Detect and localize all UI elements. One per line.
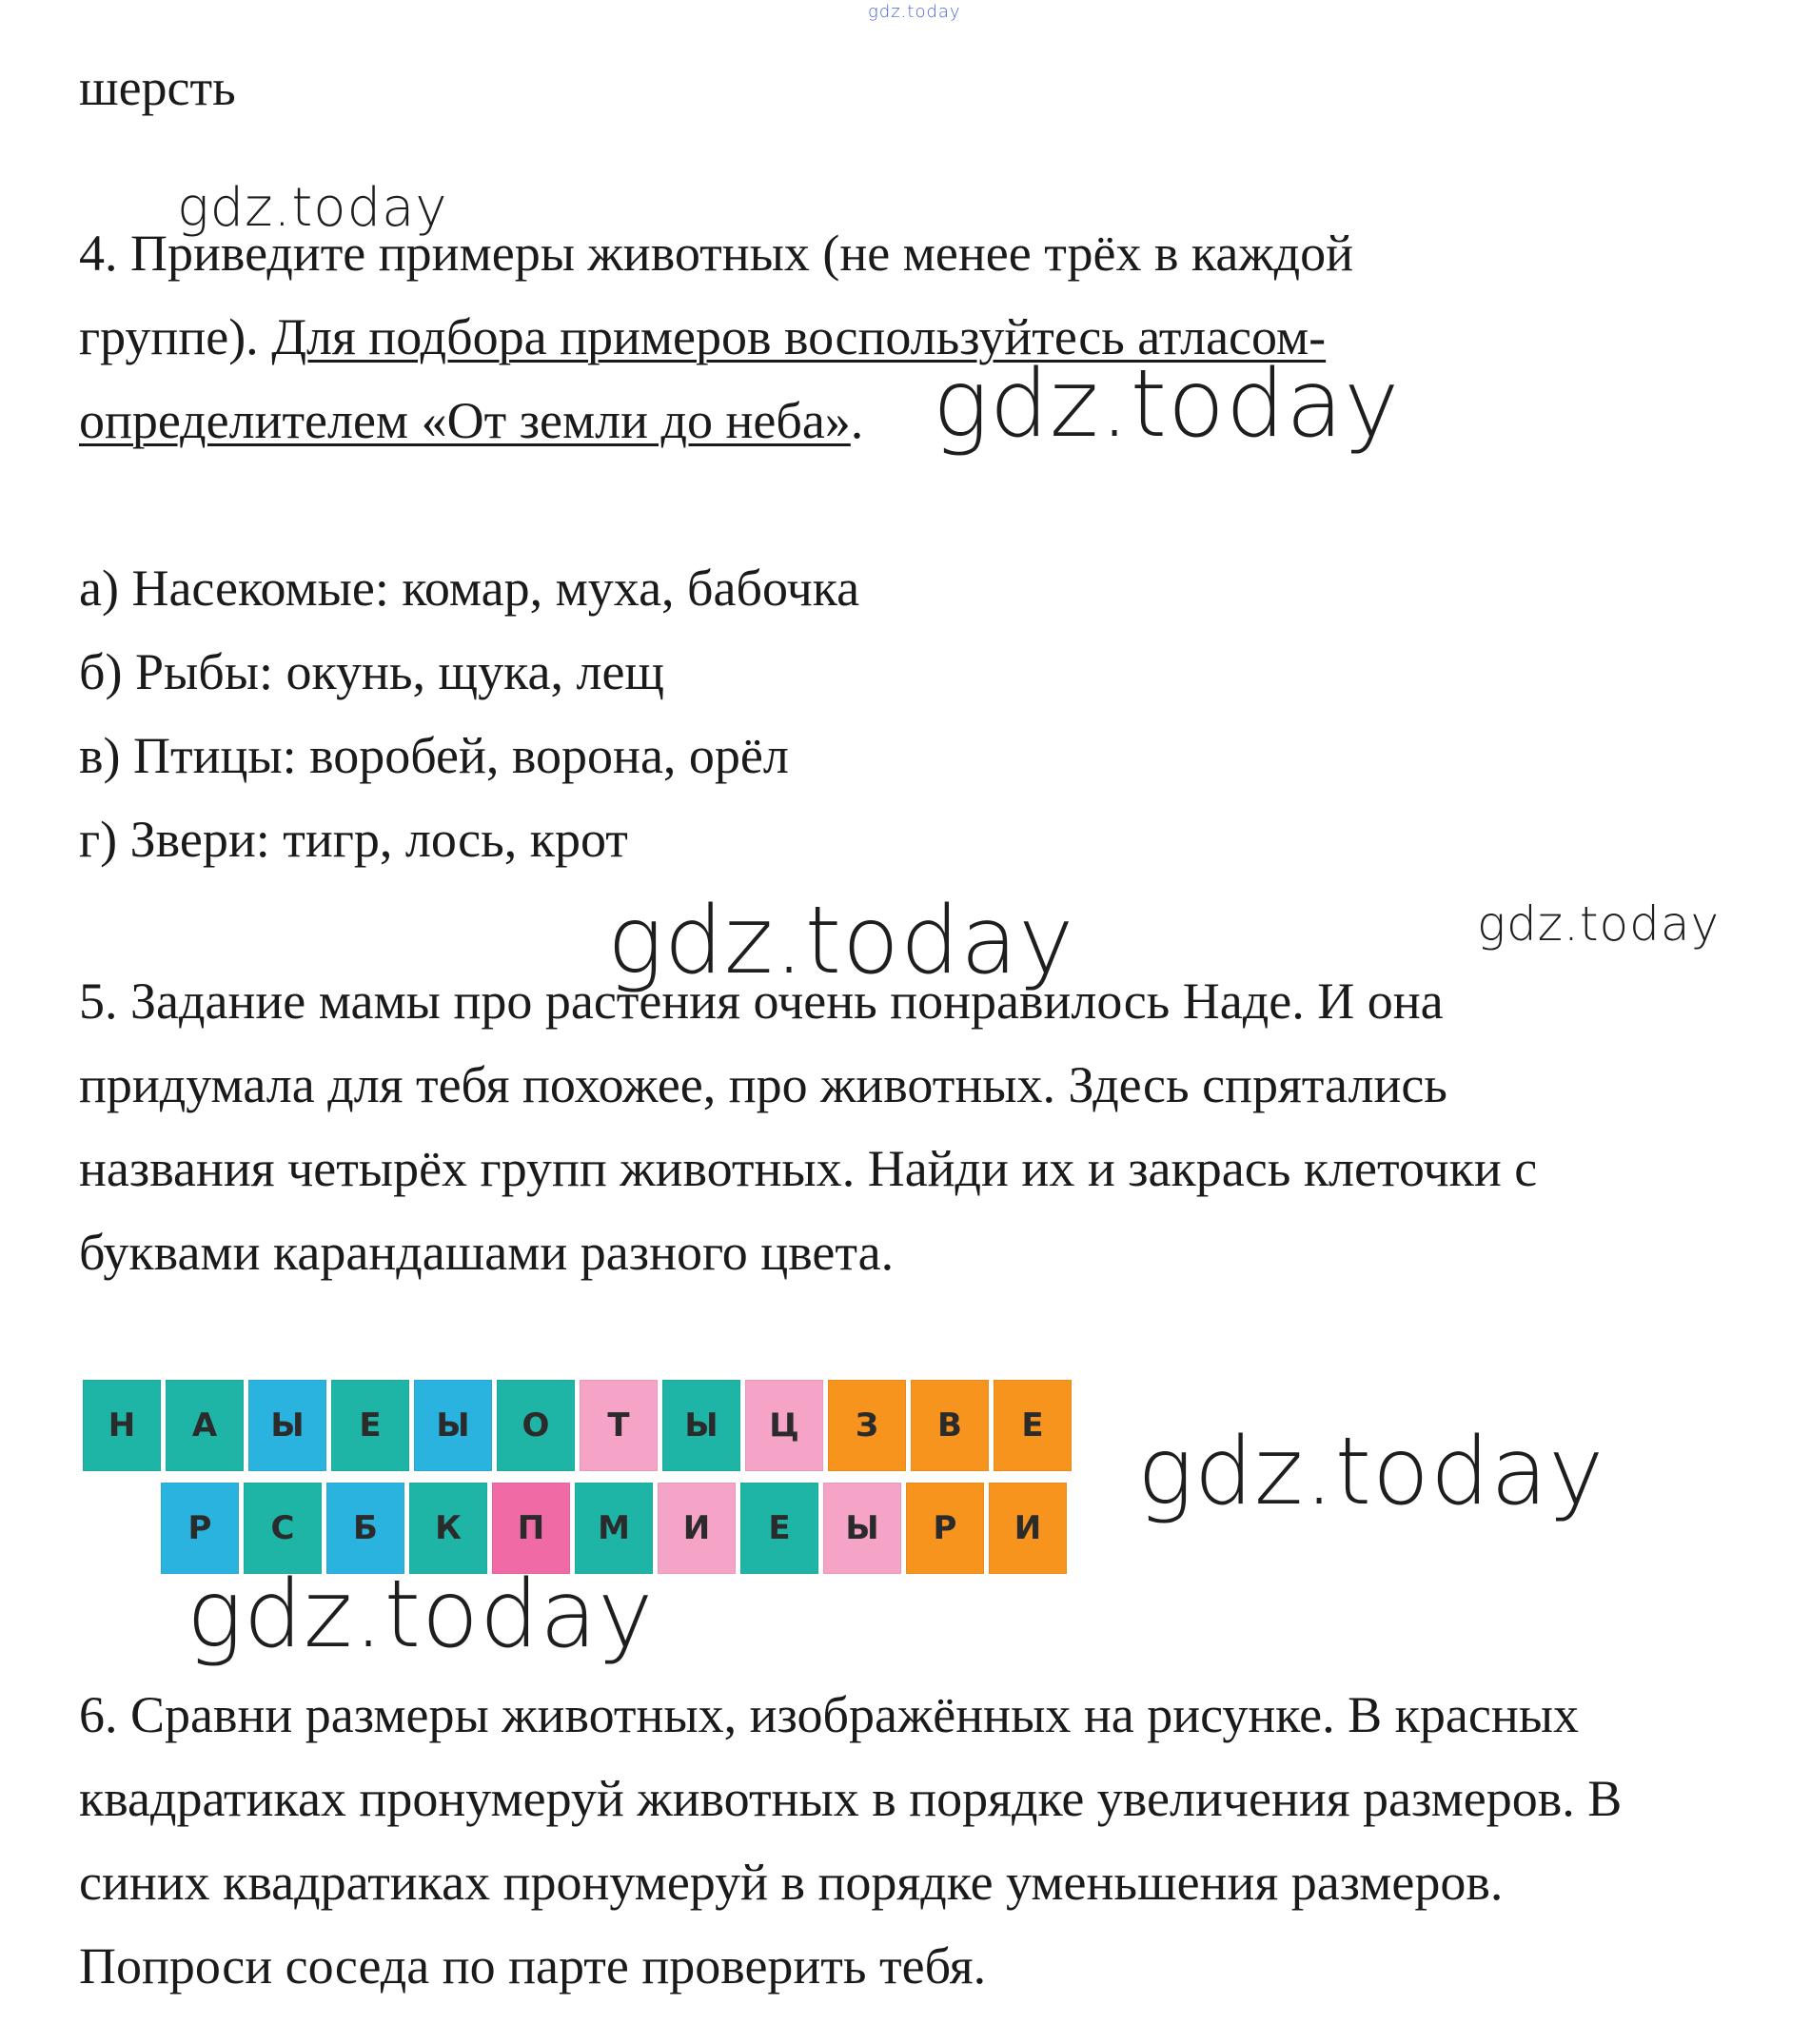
task4-line-2-underlined: Для подбора примеров воспользуйтесь атласом- <box>271 308 1327 365</box>
row1-cell-12: Е <box>994 1380 1072 1471</box>
task5-line-2: придумала для тебя похожее, про животных. Здесь спрятались <box>79 1056 1447 1113</box>
task5-line-4: буквами карандашами разного цвета. <box>79 1224 895 1281</box>
row1-cell-11: В <box>911 1380 989 1471</box>
watermark-5: gdz.today <box>1137 1418 1605 1526</box>
task6-line-2: квадратиках пронумеруй животных в порядке увеличения размеров. В <box>79 1770 1623 1827</box>
row1-cell-1: Н <box>83 1380 161 1471</box>
task4-line-2 <box>79 295 1326 379</box>
row1-cell-2: А <box>166 1380 244 1471</box>
row2-cell-7: И <box>658 1483 736 1574</box>
task6-line-1: 6. Сравни размеры животных, изображённых на рисунке. В красных <box>79 1686 1579 1743</box>
answer-mammals: г) Звери: тигр, лось, крот <box>79 811 628 868</box>
header-watermark: gdz.today <box>868 2 961 22</box>
task4-line-3-underlined: определителем «От земли до неба» <box>79 392 851 449</box>
answer-birds: в) Птицы: воробей, ворона, орёл <box>79 727 789 784</box>
row2-cell-9: Ы <box>823 1483 901 1574</box>
row1-cell-3: Ы <box>248 1380 326 1471</box>
puzzle-row-2 <box>161 1483 1072 1578</box>
row2-cell-5: П <box>492 1483 570 1574</box>
task4-line-2-plain: группе). <box>79 308 272 365</box>
row1-cell-6: О <box>497 1380 575 1471</box>
watermark-1: gdz.today <box>177 177 448 239</box>
row2-cell-11: И <box>989 1483 1067 1574</box>
row1-cell-5: Ы <box>414 1380 492 1471</box>
row1-cell-7: Т <box>580 1380 658 1471</box>
answer-fish: б) Рыбы: окунь, щука, лещ <box>79 643 664 700</box>
row1-cell-9: Ц <box>745 1380 823 1471</box>
task4-line-1: 4. Приведите примеры животных (не менее трёх в каждой <box>79 225 1354 282</box>
row1-cell-4: Е <box>331 1380 409 1471</box>
row2-cell-10: Р <box>906 1483 984 1574</box>
task5-line-1: 5. Задание мамы про растения очень понравилось Наде. И она <box>79 973 1444 1030</box>
task6-line-4: Попроси соседа по парте проверить тебя. <box>79 1937 987 1995</box>
task6-line-3: синих квадратиках пронумеруй в порядке уменьшения размеров. <box>79 1854 1504 1911</box>
row2-cell-2: С <box>244 1483 322 1574</box>
puzzle-row-1 <box>83 1380 1076 1475</box>
intro-word: шерсть <box>79 59 236 116</box>
answer-insects: а) Насекомые: комар, муха, бабочка <box>79 560 860 617</box>
row2-cell-1: Р <box>161 1483 239 1574</box>
row1-cell-8: Ы <box>662 1380 740 1471</box>
row2-cell-4: К <box>409 1483 487 1574</box>
watermark-6: gdz.today <box>187 1561 655 1669</box>
row2-cell-3: Б <box>326 1483 404 1574</box>
task4-line-3 <box>79 379 863 462</box>
row2-cell-6: М <box>575 1483 653 1574</box>
letter-puzzle-grid <box>83 1380 1125 1580</box>
watermark-4: gdz.today <box>1477 896 1721 952</box>
row2-cell-8: Е <box>740 1483 818 1574</box>
watermark-3: gdz.today <box>607 887 1075 995</box>
task4-line-3-tail: . <box>850 392 864 449</box>
row1-cell-10: З <box>828 1380 906 1471</box>
watermark-2: gdz.today <box>933 350 1401 459</box>
task5-line-3: названия четырёх групп животных. Найди их и закрась клеточки с <box>79 1140 1538 1197</box>
